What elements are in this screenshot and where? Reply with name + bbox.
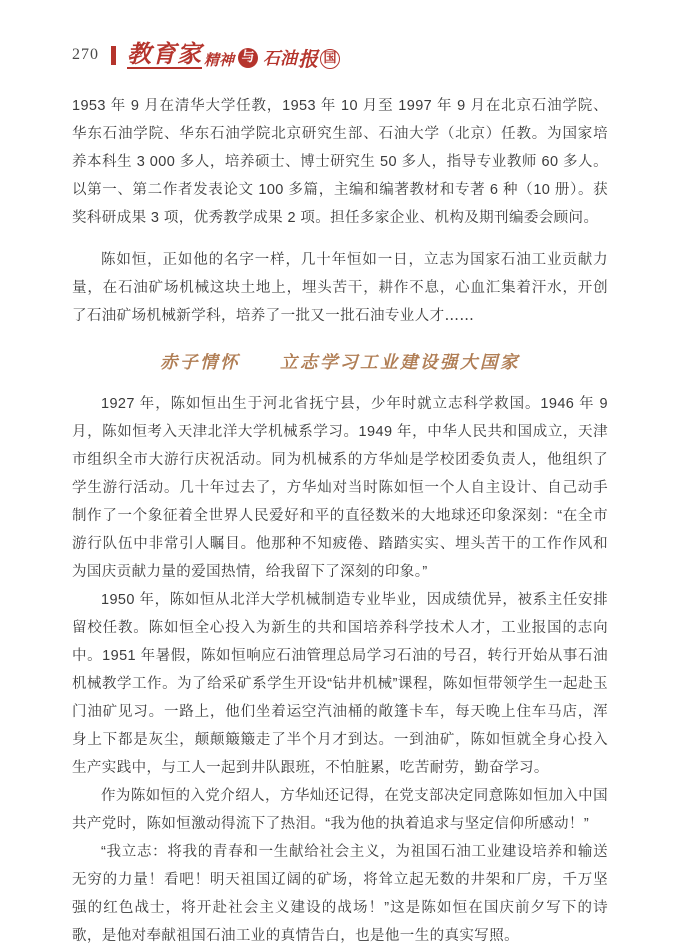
paragraph-party-join: 作为陈如恒的入党介绍人，方华灿还记得，在党支部决定同意陈如恒加入中国共产党时，陈如恒激动得流下了热泪。“我为他的执着追求与坚定信仰所感动！” bbox=[72, 788, 608, 832]
book-title-logo bbox=[127, 38, 340, 71]
logo-text-petroleum: 石油 bbox=[263, 48, 298, 69]
section-heading: 赤子情怀 立志学习工业建设强大国家 bbox=[160, 353, 520, 373]
paragraph-early-life: 1927 年，陈如恒出生于河北省抚宁县，少年时就立志科学救国。1946 年 9 月，陈如恒考入天津北洋大学机械系学习。1949 年，中华人民共和国成立，天津市组织全市大游行庆祝活动。同为机械系的方华灿是学校团委负责人，他组织了学生游行活动。几十年过去了，方华灿对当时陈如恒一个人自主设计、自己动手制作了一个象征着全世界人民爱好和平的直径数米的大地球还印象深刻：“在全市游行队伍中非常引人瞩目。他那种不知疲倦、踏踏实实、埋头苦干的工作作风和为国庆贡献力量的爱国热情，给我留下了深刻的印象。” bbox=[72, 396, 608, 580]
paragraph-career-start: 1950 年，陈如恒从北洋大学机械制造专业毕业，因成绩优异，被系主任安排留校任教。陈如恒全心投入为新生的共和国培养科学技术人才，工业报国的志向中。1951 年暑假，陈如恒响应石油管理总局学习石油的号召，转行开始从事石油机械教学工作。为了给采矿系学生开设“钻井机械”课程，陈如恒带领学生一起赴玉门油矿见习。一路上，他们坐着运空汽油桶的敞篷卡车，每天晚上住车马店，浑身上下都是灰尘，颠颠簸簸走了半个月才到达。一到油矿，陈如恒就全身心投入生产实践中，与工人一起到井队跟班，不怕脏累，吃苦耐劳，勤奋学习。 bbox=[72, 592, 608, 776]
paragraph-bio-continued: 1953 年 9 月在清华大学任教，1953 年 10 月至 1997 年 9 月在北京石油学院、华东石油学院、华东石油学院北京研究生部、石油大学（北京）任教。为国家培养本科生 3 000 多人，培养硕士、博士研究生 50 多人，指导专业教师 60 多人。以第一、第二作者发表论文 100 多篇，主编和编著教材和专著 6 种（10 册）。获奖科研成果 3 项，优秀教学成果 2 项。担任多家企业、机构及期刊编委会顾问。 bbox=[72, 98, 608, 226]
logo-text-serve: 报 bbox=[298, 46, 319, 71]
paragraph-poem-pledge: “我立志：将我的青春和一生献给社会主义，为祖国石油工业建设培养和输送无穷的力量！看吧！明天祖国辽阔的矿场，将耸立起无数的井架和厂房，千万坚强的红色战士，将开赴社会主义建设的战场！”这是陈如恒在国庆前夕写下的诗歌，是他对奉献祖国石油工业的真情告白，也是他一生的真实写照。 bbox=[72, 844, 608, 944]
page-body bbox=[72, 92, 608, 945]
logo-text-educator: 教育家 bbox=[127, 38, 202, 68]
page-number: 270 bbox=[72, 46, 99, 63]
logo-circle-yu-icon: 与 bbox=[238, 48, 258, 68]
header-divider-bar bbox=[111, 46, 116, 65]
logo-text-spirit: 精神 bbox=[204, 50, 235, 69]
paragraph-intro-summary: 陈如恒，正如他的名字一样，几十年恒如一日，立志为国家石油工业贡献力量，在石油矿场机械这块土地上，埋头苦干，耕作不息，心血汇集着汗水，开创了石油矿场机械新学科，培养了一批又一批石油专业人才…… bbox=[72, 252, 608, 324]
logo-circle-guo-icon: 国 bbox=[320, 49, 340, 69]
running-header bbox=[72, 40, 608, 70]
